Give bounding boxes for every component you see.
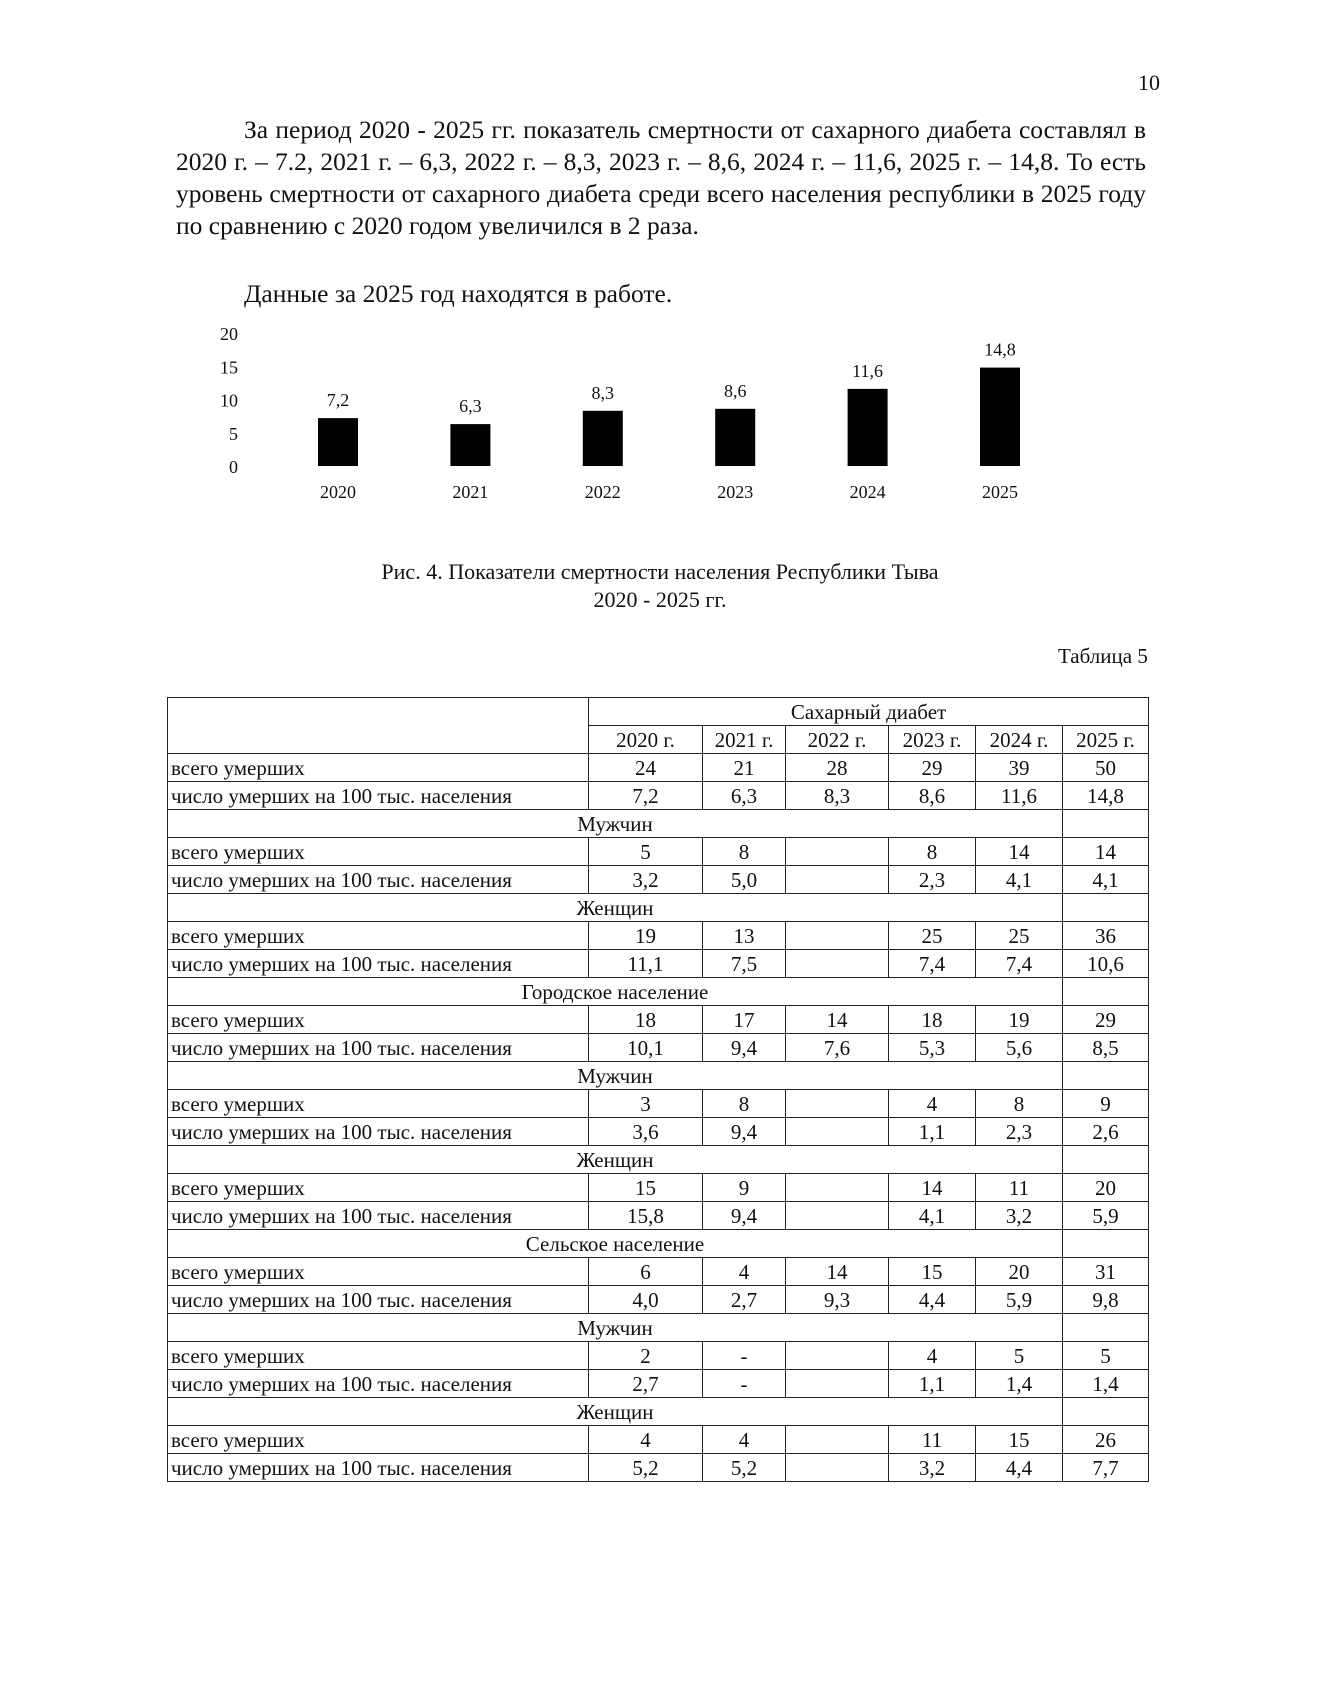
year-header: 2022 г. xyxy=(786,726,889,754)
table-cell: 11 xyxy=(889,1426,976,1454)
row-label: всего умерших xyxy=(168,838,589,866)
section-label: Женщин xyxy=(168,1146,1063,1174)
section-empty-cell xyxy=(1063,894,1149,922)
table-section-row xyxy=(168,1314,1149,1342)
table-cell: 1,1 xyxy=(889,1118,976,1146)
table-cell: 25 xyxy=(976,922,1063,950)
table-cell: 1,4 xyxy=(976,1370,1063,1398)
bar xyxy=(450,424,490,466)
x-tick-label: 2020 xyxy=(320,482,356,502)
row-label: всего умерших xyxy=(168,1342,589,1370)
row-label: всего умерших xyxy=(168,1174,589,1202)
table-cell: 5,3 xyxy=(889,1034,976,1062)
table-cell: 9 xyxy=(703,1174,786,1202)
table-cell: 7,5 xyxy=(703,950,786,978)
table-cell: 2,7 xyxy=(703,1286,786,1314)
table-cell: 1,4 xyxy=(1063,1370,1149,1398)
table-cell: 9,4 xyxy=(703,1202,786,1230)
table-cell: 7,4 xyxy=(976,950,1063,978)
table-cell: 2,3 xyxy=(889,866,976,894)
table-cell: 29 xyxy=(1063,1006,1149,1034)
table-cell: 11,1 xyxy=(589,950,703,978)
table-cell xyxy=(786,1090,889,1118)
table-cell: 21 xyxy=(703,754,786,782)
table-cell: - xyxy=(703,1342,786,1370)
table-row xyxy=(168,950,1149,978)
table-cell: 7,6 xyxy=(786,1034,889,1062)
row-label: число умерших на 100 тыс. населения xyxy=(168,1454,589,1482)
table-row xyxy=(168,838,1149,866)
table-cell: 24 xyxy=(589,754,703,782)
table-cell xyxy=(786,866,889,894)
table-cell: 18 xyxy=(589,1006,703,1034)
section-empty-cell xyxy=(1063,1314,1149,1342)
y-tick-label: 5 xyxy=(229,423,238,444)
row-label: число умерших на 100 тыс. населения xyxy=(168,1370,589,1398)
table-section-row xyxy=(168,894,1149,922)
row-label: число умерших на 100 тыс. населения xyxy=(168,950,589,978)
table-row xyxy=(168,922,1149,950)
table-cell: 14 xyxy=(976,838,1063,866)
table-cell: 4,0 xyxy=(589,1286,703,1314)
table-cell: 4 xyxy=(703,1258,786,1286)
table-row xyxy=(168,1426,1149,1454)
table-cell: 3,2 xyxy=(589,866,703,894)
table-cell: 10,6 xyxy=(1063,950,1149,978)
table-cell: 6 xyxy=(589,1258,703,1286)
table-cell: 8 xyxy=(976,1090,1063,1118)
table-cell: 29 xyxy=(889,754,976,782)
table-section-row xyxy=(168,1398,1149,1426)
table-row xyxy=(168,1202,1149,1230)
bar-value-label: 11,6 xyxy=(852,360,884,381)
table-cell: 28 xyxy=(786,754,889,782)
x-tick-label: 2024 xyxy=(849,482,886,502)
row-label: число умерших на 100 тыс. населения xyxy=(168,866,589,894)
table-cell: 8,6 xyxy=(889,782,976,810)
table-cell: 10,1 xyxy=(589,1034,703,1062)
y-tick-label: 15 xyxy=(220,357,238,378)
section-empty-cell xyxy=(1063,1146,1149,1174)
year-header: 2023 г. xyxy=(889,726,976,754)
y-tick-label: 10 xyxy=(220,390,238,411)
table-cell: 4 xyxy=(889,1342,976,1370)
table-cell: 5 xyxy=(1063,1342,1149,1370)
table-cell: 3 xyxy=(589,1090,703,1118)
table-cell xyxy=(786,1370,889,1398)
bar xyxy=(583,411,623,466)
table-cell: 2 xyxy=(589,1342,703,1370)
table-row xyxy=(168,1006,1149,1034)
table-cell: 15 xyxy=(889,1258,976,1286)
table-cell: 25 xyxy=(889,922,976,950)
table-cell: 5,9 xyxy=(1063,1202,1149,1230)
table-cell: 3,2 xyxy=(976,1202,1063,1230)
table-row xyxy=(168,1370,1149,1398)
table-cell xyxy=(786,1454,889,1482)
table-cell: 1,1 xyxy=(889,1370,976,1398)
row-label: число умерших на 100 тыс. населения xyxy=(168,1034,589,1062)
table-cell: 8,3 xyxy=(786,782,889,810)
table-cell: 7,7 xyxy=(1063,1454,1149,1482)
table-cell: 31 xyxy=(1063,1258,1149,1286)
table-row xyxy=(168,1342,1149,1370)
table-cell: 19 xyxy=(976,1006,1063,1034)
table-cell: 3,2 xyxy=(889,1454,976,1482)
table-cell: 3,6 xyxy=(589,1118,703,1146)
table-cell xyxy=(786,950,889,978)
table-cell: 7,4 xyxy=(889,950,976,978)
table-header-row xyxy=(168,698,1149,726)
table-cell: 18 xyxy=(889,1006,976,1034)
table-cell: 11 xyxy=(976,1174,1063,1202)
table-cell: 20 xyxy=(976,1258,1063,1286)
diabetes-mortality-table xyxy=(167,697,1149,1482)
table-cell xyxy=(786,1118,889,1146)
table-cell: 36 xyxy=(1063,922,1149,950)
section-label: Мужчин xyxy=(168,810,1063,838)
status-paragraph: Данные за 2025 год находятся в работе. xyxy=(244,279,673,308)
section-label: Мужчин xyxy=(168,1314,1063,1342)
row-label: всего умерших xyxy=(168,754,589,782)
table-cell: 50 xyxy=(1063,754,1149,782)
intro-paragraph: За период 2020 - 2025 гг. показатель смертности от сахарного диабета составлял в 2020 г. – 7.2, 2021 г. – 6,3, 2022 г. – 8,3, 2023 г. – 8,6, 2024 г. – 11,6, 2025 г. – 14,8. То есть уровень смертности от сахарного диабета среди всего населения республики в 2025 году по сравнению с 2020 годом увеличился в 2 раза. xyxy=(176,115,1146,240)
figure-caption xyxy=(0,558,1320,614)
bar xyxy=(715,409,755,466)
table-cell: 4,1 xyxy=(889,1202,976,1230)
table-cell: 6,3 xyxy=(703,782,786,810)
table-cell: 9,8 xyxy=(1063,1286,1149,1314)
table-row xyxy=(168,866,1149,894)
table-cell xyxy=(786,922,889,950)
y-tick-label: 20 xyxy=(220,324,238,344)
section-label: Женщин xyxy=(168,1398,1063,1426)
table-cell: 4 xyxy=(889,1090,976,1118)
table-cell: 5,0 xyxy=(703,866,786,894)
bar xyxy=(848,389,888,466)
section-empty-cell xyxy=(1063,1062,1149,1090)
table-cell: 9,3 xyxy=(786,1286,889,1314)
figure-caption-line1: Рис. 4. Показатели смертности населения Республики Тыва xyxy=(381,559,939,584)
x-tick-label: 2025 xyxy=(982,482,1018,502)
table-cell: 20 xyxy=(1063,1174,1149,1202)
table-cell xyxy=(786,1202,889,1230)
table-cell: 5 xyxy=(589,838,703,866)
table-cell: 8 xyxy=(889,838,976,866)
table-cell: 2,3 xyxy=(976,1118,1063,1146)
header-empty-cell xyxy=(168,698,589,754)
section-empty-cell xyxy=(1063,978,1149,1006)
table-cell: 14 xyxy=(889,1174,976,1202)
row-label: число умерших на 100 тыс. населения xyxy=(168,1202,589,1230)
row-label: число умерших на 100 тыс. населения xyxy=(168,1286,589,1314)
table-cell: 5,2 xyxy=(703,1454,786,1482)
page-number: 10 xyxy=(1138,70,1160,95)
table-cell: 4,4 xyxy=(889,1286,976,1314)
table-cell: 15 xyxy=(589,1174,703,1202)
table-cell: 14 xyxy=(786,1006,889,1034)
table-cell: 14,8 xyxy=(1063,782,1149,810)
table-cell: 7,2 xyxy=(589,782,703,810)
row-label: число умерших на 100 тыс. населения xyxy=(168,1118,589,1146)
row-label: всего умерших xyxy=(168,1006,589,1034)
table-cell: 26 xyxy=(1063,1426,1149,1454)
section-empty-cell xyxy=(1063,1398,1149,1426)
x-tick-label: 2023 xyxy=(717,482,754,502)
table-cell: 4 xyxy=(589,1426,703,1454)
bar-value-label: 8,6 xyxy=(723,380,747,401)
table-cell xyxy=(786,1174,889,1202)
table-cell: 2,6 xyxy=(1063,1118,1149,1146)
group-header: Сахарный диабет xyxy=(589,698,1149,726)
table-cell: 15,8 xyxy=(589,1202,703,1230)
table-cell xyxy=(786,1426,889,1454)
table-section-row xyxy=(168,1146,1149,1174)
table-cell: 8,5 xyxy=(1063,1034,1149,1062)
year-header: 2021 г. xyxy=(703,726,786,754)
table-row xyxy=(168,1454,1149,1482)
table-row xyxy=(168,782,1149,810)
figure-caption-line2: 2020 - 2025 гг. xyxy=(593,587,727,612)
table-row xyxy=(168,1174,1149,1202)
table-row xyxy=(168,1118,1149,1146)
table-cell: 4,1 xyxy=(1063,866,1149,894)
section-empty-cell xyxy=(1063,810,1149,838)
row-label: всего умерших xyxy=(168,1090,589,1118)
table-section-row xyxy=(168,1062,1149,1090)
table-cell: 9,4 xyxy=(703,1118,786,1146)
x-tick-label: 2022 xyxy=(584,482,621,502)
table-label: Таблица 5 xyxy=(1058,644,1148,668)
table-cell: 14 xyxy=(786,1258,889,1286)
table-cell: 4,1 xyxy=(976,866,1063,894)
table-cell: 9,4 xyxy=(703,1034,786,1062)
section-label: Городское население xyxy=(168,978,1063,1006)
table-cell: 9 xyxy=(1063,1090,1149,1118)
table-cell: 11,6 xyxy=(976,782,1063,810)
table-row xyxy=(168,754,1149,782)
bar xyxy=(980,368,1020,466)
table-section-row xyxy=(168,978,1149,1006)
table-cell: 5,9 xyxy=(976,1286,1063,1314)
table-cell: 5,2 xyxy=(589,1454,703,1482)
row-label: всего умерших xyxy=(168,922,589,950)
section-label: Мужчин xyxy=(168,1062,1063,1090)
table-cell: 13 xyxy=(703,922,786,950)
x-tick-label: 2021 xyxy=(452,482,489,502)
table-cell: 5,6 xyxy=(976,1034,1063,1062)
bar-value-label: 8,3 xyxy=(591,382,615,403)
table-cell: 14 xyxy=(1063,838,1149,866)
row-label: всего умерших xyxy=(168,1258,589,1286)
table-cell: 17 xyxy=(703,1006,786,1034)
year-header: 2024 г. xyxy=(976,726,1063,754)
bar-value-label: 7,2 xyxy=(326,390,350,411)
table-cell: 5 xyxy=(976,1342,1063,1370)
table-cell: 4,4 xyxy=(976,1454,1063,1482)
table-cell: 4 xyxy=(703,1426,786,1454)
row-label: всего умерших xyxy=(168,1426,589,1454)
table-cell: 8 xyxy=(703,1090,786,1118)
table-cell: 15 xyxy=(976,1426,1063,1454)
bar-value-label: 14,8 xyxy=(984,339,1016,360)
y-tick-label: 0 xyxy=(229,457,238,477)
table-cell: 8 xyxy=(703,838,786,866)
table-section-row xyxy=(168,1230,1149,1258)
row-label: число умерших на 100 тыс. населения xyxy=(168,782,589,810)
section-empty-cell xyxy=(1063,1230,1149,1258)
table-cell xyxy=(786,1342,889,1370)
table-cell xyxy=(786,838,889,866)
bar xyxy=(318,418,358,466)
table-row xyxy=(168,1090,1149,1118)
year-header: 2025 г. xyxy=(1063,726,1149,754)
year-header: 2020 г. xyxy=(589,726,703,754)
table-cell: 39 xyxy=(976,754,1063,782)
table-section-row xyxy=(168,810,1149,838)
section-label: Сельское население xyxy=(168,1230,1063,1258)
table-row xyxy=(168,1034,1149,1062)
table-cell: - xyxy=(703,1370,786,1398)
table-cell: 2,7 xyxy=(589,1370,703,1398)
table-row xyxy=(168,1286,1149,1314)
bar-value-label: 6,3 xyxy=(459,396,482,417)
mortality-bar-chart xyxy=(200,324,1080,550)
section-label: Женщин xyxy=(168,894,1063,922)
table-row xyxy=(168,1258,1149,1286)
table-cell: 19 xyxy=(589,922,703,950)
